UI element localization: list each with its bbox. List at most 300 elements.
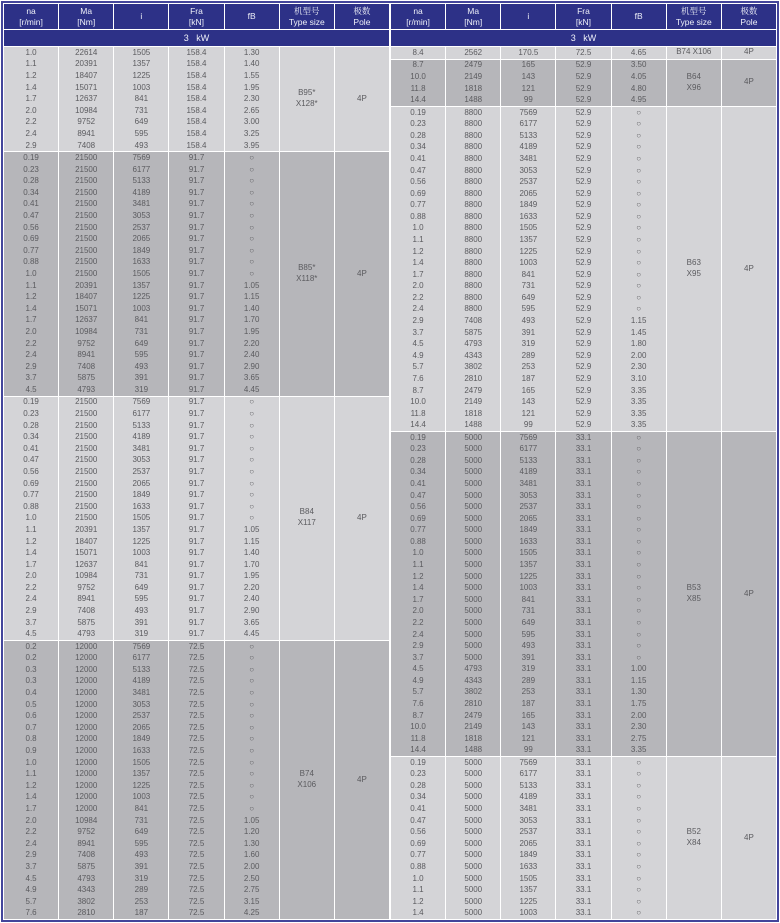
cell-na: 14.4: [410, 745, 426, 755]
cell-fb: ○: [249, 397, 255, 407]
cell-i: 143: [521, 71, 536, 81]
cell-fb: 3.65: [243, 373, 260, 383]
cell-ma: 21500: [75, 257, 98, 267]
cell-ma: 20391: [75, 524, 98, 534]
cell-fra: 72.5: [188, 908, 205, 918]
column-fb: [225, 47, 279, 151]
row-group: [4, 641, 389, 919]
cell-i: 1225: [132, 780, 151, 790]
cell-i: 6177: [519, 119, 538, 129]
cell-fra: 33.1: [575, 885, 592, 895]
cell-na: 0.88: [410, 536, 426, 546]
cell-na: 2.4: [25, 594, 37, 604]
cell-na: 0.56: [410, 177, 426, 187]
cell-na: 0.3: [25, 664, 37, 674]
cell-na: 0.19: [410, 757, 426, 767]
cell-na: 2.4: [412, 304, 424, 314]
row-group: [391, 432, 776, 756]
cell-fb: ○: [636, 269, 642, 279]
cell-fra: 33.1: [575, 606, 592, 616]
cell-na: 4.9: [412, 675, 424, 685]
type-size-label: X96: [686, 82, 701, 92]
cell-fb: ○: [636, 188, 642, 198]
cell-ma: 5000: [464, 502, 483, 512]
cell-ma: 4343: [464, 350, 483, 360]
cell-i: 649: [521, 617, 536, 627]
cell-i: 3481: [132, 443, 151, 453]
cell-fb: 1.95: [243, 571, 260, 581]
cell-i: 2065: [132, 478, 151, 488]
cell-ma: 21500: [75, 245, 98, 255]
cell-i: 841: [134, 804, 149, 814]
cell-i: 4189: [132, 432, 151, 442]
cell-i: 187: [521, 699, 536, 708]
cell-na: 0.19: [410, 107, 426, 117]
cell-i: 7569: [519, 107, 538, 117]
cell-na: 0.88: [23, 257, 39, 267]
cell-ma: 8800: [464, 165, 483, 175]
cell-ma: 1818: [464, 408, 483, 418]
cell-i: 841: [521, 269, 536, 279]
cell-i: 595: [521, 629, 536, 639]
cell-fb: 2.00: [243, 861, 260, 871]
cell-ma: 8800: [464, 119, 483, 129]
cell-fb: ○: [249, 211, 255, 221]
cell-i: 391: [521, 327, 536, 337]
cell-fra: 91.7: [188, 408, 205, 418]
cell-i: 319: [134, 384, 149, 394]
cell-fra: 91.7: [188, 513, 205, 523]
type-size-label: B52: [686, 827, 701, 837]
cell-ma: 10984: [75, 326, 98, 336]
cell-i: 1849: [132, 734, 151, 744]
cell-na: 0.69: [410, 838, 426, 848]
cell-ma: 21500: [75, 408, 98, 418]
cell-fb: 1.75: [630, 699, 647, 708]
cell-ma: 4793: [464, 339, 483, 349]
cell-ma: 2479: [464, 60, 483, 70]
cell-ma: 5000: [464, 467, 483, 477]
cell-fra: 52.9: [575, 223, 592, 233]
cell-fra: 91.7: [188, 222, 205, 232]
cell-i: 1003: [132, 792, 151, 802]
cell-fra: 33.1: [575, 710, 592, 720]
cell-i: 1849: [519, 850, 538, 860]
cell-fra: 33.1: [575, 571, 592, 581]
cell-fra: 91.7: [188, 466, 205, 476]
cell-i: 2065: [519, 188, 538, 198]
cell-fb: ○: [249, 199, 255, 209]
cell-fra: 72.5: [188, 664, 205, 674]
cell-ma: 12000: [75, 734, 98, 744]
cell-fb: 3.95: [243, 140, 260, 150]
cell-na: 1.0: [25, 269, 37, 279]
cell-fb: ○: [636, 652, 642, 662]
header-ma-line1: Ma: [80, 6, 93, 17]
cell-i: 1849: [132, 245, 151, 255]
cell-fb: ○: [249, 653, 255, 663]
cell-na: 5.7: [412, 687, 424, 697]
type-size-label: X128*: [295, 99, 318, 109]
cell-ma: 15071: [75, 303, 98, 313]
cell-i: 649: [134, 338, 149, 348]
cell-fra: 52.9: [575, 211, 592, 221]
cell-fra: 33.1: [575, 769, 592, 779]
type-size-label: X95: [686, 268, 701, 278]
pole-label: 4P: [744, 77, 754, 87]
cell-fra: 91.7: [188, 257, 205, 267]
cell-i: 165: [521, 710, 536, 720]
cell-ma: 5000: [464, 827, 483, 837]
column-i: [114, 397, 168, 640]
header-pole-line2: Pole: [353, 16, 371, 27]
cell-na: 10.0: [410, 722, 426, 732]
pole-cell: [722, 432, 776, 756]
cell-fb: ○: [636, 513, 642, 523]
cell-fra: 33.1: [575, 850, 592, 860]
cell-fb: ○: [636, 827, 642, 837]
cell-i: 2537: [519, 827, 538, 837]
type-size-label: X85: [686, 593, 701, 603]
cell-na: 11.8: [410, 408, 426, 418]
cell-na: 0.28: [410, 780, 426, 790]
cell-i: 1633: [132, 257, 151, 267]
cell-fra: 91.7: [188, 617, 205, 627]
cell-na: 1.2: [25, 780, 37, 790]
header-fb: [612, 4, 666, 29]
cell-i: 3481: [519, 479, 538, 489]
header-pole: [722, 4, 776, 29]
cell-fra: 52.9: [575, 142, 592, 152]
header-type-size: [280, 4, 334, 29]
cell-na: 0.77: [410, 850, 426, 860]
header-ma-line2: [Nm]: [464, 16, 483, 27]
column-fb: [612, 107, 666, 431]
cell-i: 6177: [519, 769, 538, 779]
cell-fb: 1.95: [243, 82, 260, 92]
cell-fra: 33.1: [575, 664, 592, 674]
cell-i: 5133: [519, 455, 538, 465]
cell-fra: 158.4: [186, 105, 207, 115]
type-size-label: B74 X106: [676, 47, 712, 57]
cell-fra: 52.9: [575, 408, 592, 418]
header-na: [391, 4, 445, 29]
cell-na: 0.56: [410, 827, 426, 837]
cell-i: 99: [523, 745, 533, 755]
cell-na: 3.7: [25, 617, 37, 627]
cell-na: 0.69: [410, 513, 426, 523]
cell-ma: 5000: [464, 885, 483, 895]
cell-ma: 12000: [75, 711, 98, 721]
cell-i: 1003: [132, 82, 151, 92]
cell-i: 5133: [519, 780, 538, 790]
cell-ma: 3802: [464, 687, 483, 697]
column-i: [501, 107, 555, 431]
cell-ma: 12637: [75, 315, 98, 325]
cell-fb: 3.35: [630, 385, 647, 395]
cell-fb: 3.65: [243, 617, 260, 627]
pole-label: 4P: [357, 512, 367, 522]
cell-ma: 12000: [75, 676, 98, 686]
cell-fb: ○: [249, 164, 255, 174]
cell-fra: 33.1: [575, 896, 592, 906]
header-i-line1: i: [140, 11, 143, 22]
cell-fb: ○: [249, 501, 255, 511]
column-ma: [59, 47, 113, 151]
cell-na: 1.4: [25, 548, 37, 558]
cell-fb: ○: [636, 119, 642, 129]
cell-fb: 1.95: [243, 326, 260, 336]
cell-ma: 5000: [464, 861, 483, 871]
cell-fra: 33.1: [575, 490, 592, 500]
cell-na: 1.1: [412, 885, 424, 895]
cell-i: 3053: [519, 165, 538, 175]
cell-fb: ○: [249, 420, 255, 430]
cell-i: 595: [134, 594, 149, 604]
cell-fb: ○: [636, 617, 642, 627]
cell-fra: 52.9: [575, 316, 592, 326]
cell-i: 731: [134, 815, 149, 825]
header-na-line2: [r/min]: [19, 16, 43, 27]
cell-fb: 1.05: [243, 524, 260, 534]
cell-i: 493: [134, 606, 149, 616]
cell-fb: ○: [249, 641, 255, 651]
cell-na: 11.8: [410, 83, 426, 93]
cell-fb: 1.30: [630, 687, 647, 697]
cell-fra: 33.1: [575, 757, 592, 767]
cell-na: 2.0: [25, 571, 37, 581]
cell-i: 1357: [132, 769, 151, 779]
header-fra-line1: Fra: [577, 6, 590, 17]
cell-ma: 5000: [464, 525, 483, 535]
cell-ma: 12000: [75, 780, 98, 790]
cell-fb: 2.20: [243, 582, 260, 592]
cell-ma: 10984: [75, 105, 98, 115]
cell-fra: 91.7: [188, 443, 205, 453]
cell-na: 1.4: [25, 82, 37, 92]
column-na: [391, 47, 445, 59]
cell-fra: 52.9: [575, 165, 592, 175]
cell-i: 493: [521, 316, 536, 326]
cell-ma: 5000: [464, 641, 483, 651]
type-size-cell: [280, 47, 334, 151]
cell-na: 3.7: [25, 861, 37, 871]
cell-fra: 52.9: [575, 420, 592, 430]
cell-i: 1003: [519, 908, 538, 918]
column-ma: [446, 107, 500, 431]
cell-fb: ○: [636, 571, 642, 581]
cell-ma: 9752: [77, 117, 96, 127]
cell-ma: 7408: [77, 361, 96, 371]
cell-fra: 33.1: [575, 745, 592, 755]
column-ma: [59, 152, 113, 395]
cell-i: 289: [521, 350, 536, 360]
cell-na: 0.28: [410, 130, 426, 140]
header-ma: [446, 4, 500, 29]
cell-fra: 33.1: [575, 513, 592, 523]
cell-ma: 8800: [464, 188, 483, 198]
cell-fb: 1.05: [243, 280, 260, 290]
cell-i: 841: [521, 594, 536, 604]
cell-fb: ○: [636, 479, 642, 489]
cell-ma: 21500: [75, 222, 98, 232]
cell-ma: 3802: [464, 362, 483, 372]
cell-na: 1.4: [412, 908, 424, 918]
row-group: [4, 152, 389, 395]
cell-ma: 5875: [77, 373, 96, 383]
cell-i: 187: [134, 908, 149, 918]
cell-na: 1.2: [25, 536, 37, 546]
cell-na: 2.4: [25, 350, 37, 360]
cell-fb: 1.15: [243, 292, 260, 302]
type-size-cell: [280, 397, 334, 640]
header-ma-line1: Ma: [467, 6, 480, 17]
cell-fra: 33.1: [575, 733, 592, 743]
cell-ma: 5000: [464, 757, 483, 767]
cell-ma: 2479: [464, 710, 483, 720]
cell-ma: 9752: [77, 827, 96, 837]
cell-na: 0.2: [25, 653, 37, 663]
cell-na: 4.5: [25, 384, 37, 394]
row-group: [4, 397, 389, 640]
cell-fb: 1.00: [630, 664, 647, 674]
cell-ma: 7408: [77, 606, 96, 616]
cell-na: 0.47: [23, 455, 39, 465]
cell-i: 1003: [132, 303, 151, 313]
cell-i: 4189: [519, 142, 538, 152]
cell-i: 187: [521, 373, 536, 383]
pole-cell: [722, 60, 776, 106]
cell-fb: ○: [249, 478, 255, 488]
cell-i: 1633: [132, 746, 151, 756]
cell-fra: 33.1: [575, 908, 592, 918]
cell-ma: 5000: [464, 873, 483, 883]
cell-fra: 91.7: [188, 397, 205, 407]
pole-cell: [335, 152, 389, 395]
cell-na: 0.34: [410, 467, 426, 477]
cell-i: 4189: [519, 792, 538, 802]
cell-fb: ○: [636, 548, 642, 558]
cell-fra: 33.1: [575, 687, 592, 697]
cell-i: 121: [521, 733, 536, 743]
column-i: [114, 641, 168, 919]
cell-ma: 5875: [464, 327, 483, 337]
cell-na: 1.4: [25, 303, 37, 313]
cell-ma: 5000: [464, 548, 483, 558]
cell-fra: 52.9: [575, 177, 592, 187]
column-fb: [612, 432, 666, 756]
cell-fra: 52.9: [575, 235, 592, 245]
header-na-line1: na: [413, 6, 423, 17]
cell-fb: 1.30: [243, 838, 260, 848]
cell-na: 2.4: [25, 128, 37, 138]
cell-fb: ○: [636, 490, 642, 500]
cell-ma: 21500: [75, 420, 98, 430]
cell-ma: 5000: [464, 536, 483, 546]
cell-i: 1849: [519, 525, 538, 535]
cell-i: 1357: [519, 560, 538, 570]
column-fra: [556, 47, 610, 59]
cell-fra: 52.9: [575, 397, 592, 407]
cell-fb: 2.40: [243, 594, 260, 604]
cell-fra: 33.1: [575, 652, 592, 662]
cell-ma: 12000: [75, 653, 98, 663]
cell-i: 5133: [132, 176, 151, 186]
cell-ma: 4793: [77, 629, 96, 639]
cell-fra: 91.7: [188, 361, 205, 371]
cell-fb: ○: [249, 455, 255, 465]
cell-na: 8.7: [412, 60, 424, 70]
cell-fb: ○: [636, 467, 642, 477]
cell-na: 0.4: [25, 688, 37, 698]
cell-fb: 1.30: [243, 47, 260, 57]
cell-i: 2537: [132, 466, 151, 476]
column-fb: [225, 641, 279, 919]
cell-na: 2.2: [25, 117, 37, 127]
cell-ma: 22614: [75, 47, 98, 57]
cell-na: 0.9: [25, 746, 37, 756]
pole-label: 4P: [357, 774, 367, 784]
cell-i: 841: [134, 94, 149, 104]
header-na-line2: [r/min]: [406, 16, 430, 27]
cell-na: 0.41: [23, 443, 39, 453]
cell-i: 1357: [132, 59, 151, 69]
cell-fra: 72.5: [188, 711, 205, 721]
cell-fra: 91.7: [188, 326, 205, 336]
cell-na: 1.2: [412, 571, 424, 581]
cell-na: 2.2: [25, 827, 37, 837]
cell-ma: 21500: [75, 153, 98, 163]
cell-fra: 91.7: [188, 315, 205, 325]
cell-ma: 20391: [75, 280, 98, 290]
cell-fb: ○: [249, 804, 255, 814]
cell-fb: ○: [249, 466, 255, 476]
cell-fra: 52.9: [575, 95, 592, 105]
cell-fb: 3.00: [243, 117, 260, 127]
cell-fra: 33.1: [575, 838, 592, 848]
cell-ma: 12637: [75, 559, 98, 569]
cell-fra: 91.7: [188, 292, 205, 302]
cell-na: 5.7: [25, 896, 37, 906]
cell-i: 3481: [519, 804, 538, 814]
cell-ma: 8800: [464, 107, 483, 117]
cell-i: 731: [521, 281, 536, 291]
cell-fra: 33.1: [575, 583, 592, 593]
cell-fra: 72.5: [188, 757, 205, 767]
cell-ma: 21500: [75, 466, 98, 476]
header-type-size: [667, 4, 721, 29]
cell-ma: 12000: [75, 699, 98, 709]
cell-fra: 33.1: [575, 722, 592, 732]
cell-na: 0.23: [410, 769, 426, 779]
cell-fra: 91.7: [188, 478, 205, 488]
header-i: [114, 4, 168, 29]
cell-na: 4.9: [412, 350, 424, 360]
cell-ma: 2479: [464, 385, 483, 395]
cell-ma: 8800: [464, 200, 483, 210]
cell-fb: ○: [636, 769, 642, 779]
cell-fb: ○: [249, 699, 255, 709]
cell-na: 0.23: [23, 408, 39, 418]
pole-cell: [722, 107, 776, 431]
column-i: [114, 47, 168, 151]
cell-fb: ○: [636, 757, 642, 767]
cell-i: 2065: [132, 234, 151, 244]
cell-ma: 8941: [77, 838, 96, 848]
cell-fb: ○: [249, 187, 255, 197]
cell-i: 493: [134, 850, 149, 860]
cell-fra: 72.5: [188, 676, 205, 686]
